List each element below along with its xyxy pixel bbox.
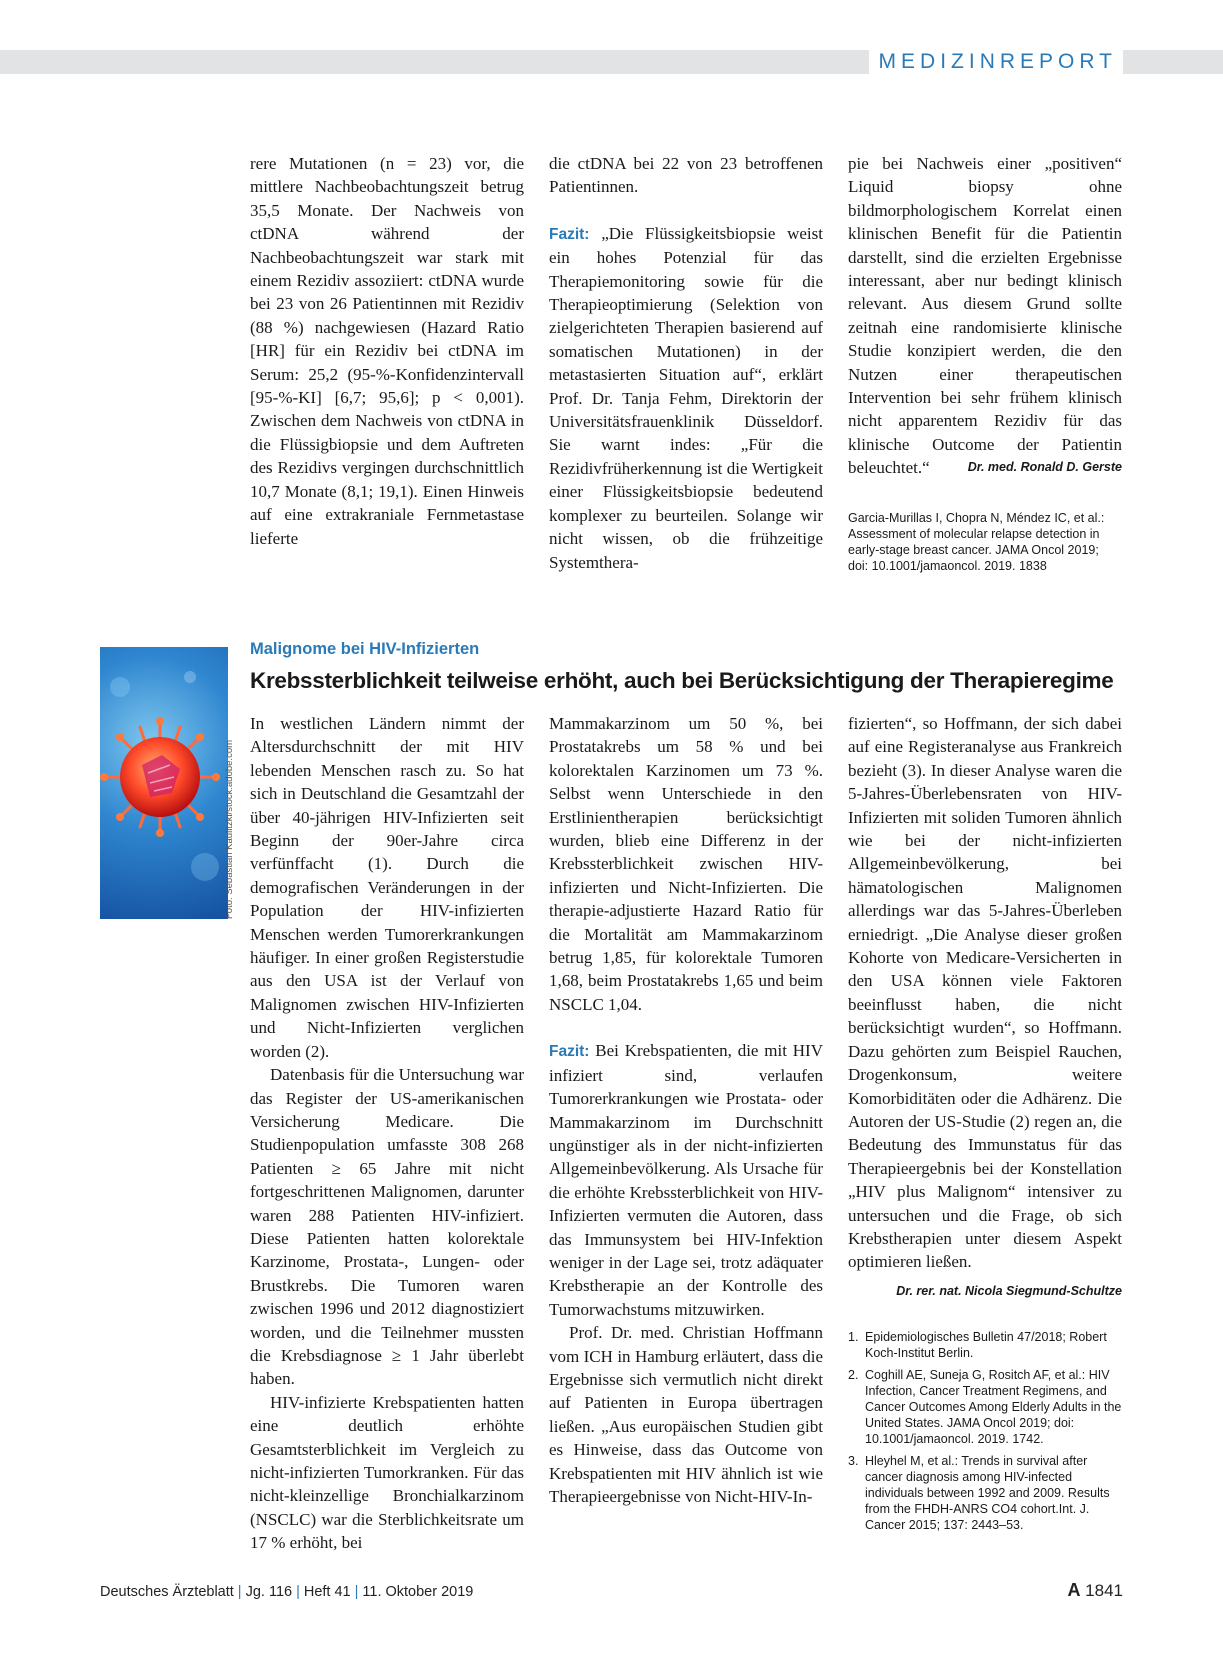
section-label: MEDIZINREPORT — [869, 48, 1123, 76]
photo-credit: Foto: Sebastian Kaulitzki/stock.adobe.com — [224, 739, 235, 919]
page-number-value: 1841 — [1085, 1581, 1123, 1600]
article2-column-2 — [549, 712, 823, 1508]
virus-icon — [100, 647, 228, 919]
article1-col3-text — [848, 152, 1122, 480]
fazit-label: Fazit: — [549, 1043, 590, 1061]
article2-column-1 — [250, 712, 524, 1555]
virus-photo — [100, 647, 228, 919]
article1-col2-text: die ctDNA bei 22 von 23 betroffenen Patientinnen. — [549, 154, 823, 197]
article1-author: Dr. med. Ronald D. Gerste — [967, 460, 1122, 475]
footer-volume: Jg. 116 — [245, 1584, 293, 1600]
article1-col3-body: pie bei Nachweis einer „positiven“ Liquid biopsy ohne bildmorphologischem Korrelat einen klinischen Benefit für die Patientin darstellt, sind die erzielten Ergebnisse interessant, aber nur bedingt klinisch relevant. Aus diesem Grund sollte zeitnah eine randomisierte klinische Studie konzipiert werden, die den Nutzen einer therapeutischen Intervention bei sehr frühem klinisch nicht apparentem Rezidiv für das klinische Outcome der Patientin beleuchtet.“ — [848, 154, 1122, 478]
reference-item: 2. Coghill AE, Suneja G, Rositch AF, et al.: HIV Infection, Cancer Treatment Regimens, and Cancer Outcomes Among Elderly Adults in the United States. JAMA Oncol 2019; doi: 10.1001/jamaoncol. 2019. 1742. — [848, 1368, 1122, 1447]
article1-fazit — [549, 222, 823, 574]
footer-journal: Deutsches Ärzteblatt — [100, 1584, 234, 1600]
article1-column-1 — [250, 152, 524, 550]
footer-issue: Heft 41 — [303, 1584, 351, 1600]
article2-col3-text: fizierten“, so Hoffmann, der sich dabei auf eine Registeranalyse aus Frankreich bezieht (3). In dieser Analyse waren die 5-Jahres-Überlebensraten von HIV-Infizierten mit soliden Tumoren ähnlich wie bei der nicht-infizierten Allgemeinbevölkerung, bei hämatologischen Malignomen allerdings war das 5-Jahres-Überleben erniedrigt. „Die Analyse dieser großen Kohorte von Medicare-Versicherten in den USA können viele Faktoren beeinflusst haben, die nicht berücksichtigt wurden“, so Hoffmann. Dazu gehörten zum Beispiel Rauchen, Drogenkonsum, weitere Komorbiditäten oder die Adhärenz. Die Autoren der US-Studie (2) regen an, die Bedeutung des Immunstatus für das Therapieergebnis bei der Konstellation „HIV plus Malignom“ intensiver zu untersuchen und die Frage, ob sich Krebstherapien unter diesem Aspekt optimieren ließen. — [848, 714, 1122, 1272]
reference-list — [848, 1329, 1122, 1533]
article2-author: Dr. rer. nat. Nicola Siegmund-Schultze — [896, 1283, 1122, 1298]
article2-col1-p1: In westlichen Ländern nimmt der Altersdurchschnitt der mit HIV lebenden Menschen rasch zu. So hat sich in Deutschland die Gesamtzahl der über 40-jährigen HIV-Infizierten seit Beginn der 90er-Jahre circa verfünffacht (1). Durch die demografischen Veränderungen in der Population der HIV-infizierten Menschen werden Tumorerkrankungen häufiger. In einer großen Registerstudie aus den USA ist der Verlauf von Malignomen zwischen HIV-Infizierten und Nicht-Infizierten verglichen worden (2). — [250, 714, 524, 1061]
article2-col1-p3: HIV-infizierte Krebspatienten hatten eine deutlich erhöhte Gesamtsterblichkeit im Vergleich zu nicht-infizierten Tumorkranken. Für das nicht-kleinzellige Bronchialkarzinom (NSCLC) war die Sterblichkeitsrate um 17 % erhöht, bei — [250, 1392, 524, 1553]
page-number — [1067, 1580, 1123, 1601]
reference-item: 1. Epidemiologisches Bulletin 47/2018; Robert Koch-Institut Berlin. — [848, 1330, 1107, 1361]
article2-column-3 — [848, 712, 1122, 1539]
fazit-text: „Die Flüssigkeitsbiopsie weist ein hohes Potenzial für das Therapiemonitoring sowie für die Therapieoptimierung (Selektion von zielgerichteten Therapien basierend auf somatischen Mutationen) in der metastasierten Situation auf“, erklärt Prof. Dr. Tanja Fehm, Direktorin der Universitätsfrauenklinik Düsseldorf. Sie warnt indes: „Für die Rezidivfrüherkennung ist die Wertigkeit einer Flüssigkeitsbiopsie bedeutend komplexer zu beurteilen. Solange wir nicht wissen, ob die frühzeitige Systemthera- — [549, 223, 823, 572]
article2-fazit — [549, 1039, 823, 1321]
article2-kicker: Malignome bei HIV-Infizierten — [250, 640, 480, 658]
article1-column-3 — [848, 152, 1122, 574]
footer-citation: Deutsches Ärzteblatt | Jg. 116 | Heft 41 | 11. Oktober 2019 — [100, 1584, 474, 1600]
article2-col2-p1: Mammakarzinom um 50 %, bei Prostatakrebs um 58 % und bei kolorektalen Karzinomen um 73 %. Selbst wenn Unterschiede in den Erstlinientherapien berücksichtigt wurden, blieb eine Differenz in der Krebssterblichkeit zwischen HIV-infizierten und Nicht-Infizierten. Die therapie-adjustierte Hazard Ratio für die Mortalität am Mammakarzinom betrug 1,85, für kolorektale Tumoren 1,68, beim Prostatakrebs 1,65 und beim NSCLC 1,04. — [549, 714, 823, 1014]
article1-column-2 — [549, 152, 823, 574]
article2-headline: Krebssterblichkeit teilweise erhöht, auch bei Berücksichtigung der Therapieregime — [250, 668, 1114, 693]
footer-date: 11. Oktober 2019 — [362, 1584, 474, 1600]
article2-col2-p3: Prof. Dr. med. Christian Hoffmann vom ICH in Hamburg erläutert, dass die Ergebnisse sich vermutlich nicht direkt auf Patienten in Europa übertragen ließen. „Aus europäischen Studien gibt es Hinweise, dass das Outcome von Krebspatienten mit HIV ähnlich ist wie Therapieergebnisse von Nicht-HIV-In- — [549, 1323, 823, 1506]
article1-col1-text: rere Mutationen (n = 23) vor, die mittlere Nachbeobachtungszeit betrug 35,5 Monate. Der Nachweis von ctDNA während der Nachbeobachtungszeit war stark mit einem Rezidiv assoziiert: ctDNA wurde bei 23 von 26 Patientinnen mit Rezidiv (88 %) nachgewiesen (Hazard Ratio [HR] für ein Rezidiv bei ctDNA im Serum: 25,2 (95-%-Konfidenzintervall [95-%-KI] [6,7; 95,6]; p < 0,001). Zwischen dem Nachweis von ctDNA in die Flüssigbiopsie und dem Auftreten des Rezidivs vergingen durchschnittlich 10,7 Monate (8,1; 19,1). Einen Hinweis auf eine extrakraniale Fernmetastase lieferte — [250, 154, 524, 548]
fazit-label: Fazit: — [549, 225, 590, 243]
article2-col1-p2: Datenbasis für die Untersuchung war das Register der US-amerikanischen Versicherung Medicare. Die Studienpopulation umfasste 308 268 Patienten ≥ 65 Jahre mit nicht fortgeschrittenen Malignomen, darunter waren 288 Patienten HIV-infiziert. Diese Patienten hatten kolorektale Karzinome, Prostata-, Lungen- oder Brustkrebs. Die Tumoren waren zwischen 1996 und 2012 diagnostiziert worden, und die Teilnehmer mussten die Krebsdiagnose ≥ 1 Jahr überlebt haben. — [250, 1065, 524, 1389]
page-prefix: A — [1067, 1580, 1081, 1600]
reference-item: 3. Hleyhel M, et al.: Trends in survival after cancer diagnosis among HIV-infected individuals between 1992 and 2009. Results from the FHDH-ANRS CO4 cohort.Int. J. Cancer 2015; 137: 2443–53. — [848, 1454, 1110, 1533]
article1-reference: Garcia-Murillas I, Chopra N, Méndez IC, et al.: Assessment of molecular relapse detection in early-stage breast cancer. JAMA Oncol 2019; doi: 10.1001/jamaoncol. 2019. 1838 — [848, 510, 1105, 573]
fazit-text: Bei Krebspatienten, die mit HIV infiziert sind, verlaufen Tumorerkrankungen wie Prostata- oder Mammakarzinom im Durchschnitt ungünstiger als in der nicht-infizierten Allgemeinbevölkerung. Als Ursache für die erhöhte Krebssterblichkeit von HIV-Infizierten vermuten die Autoren, dass das Immunsystem bei HIV-Infektion weniger in der Lage sei, trotz adäquater Krebstherapie an der Kontrolle des Tumorwachstums mitzuwirken. — [549, 1041, 823, 1319]
